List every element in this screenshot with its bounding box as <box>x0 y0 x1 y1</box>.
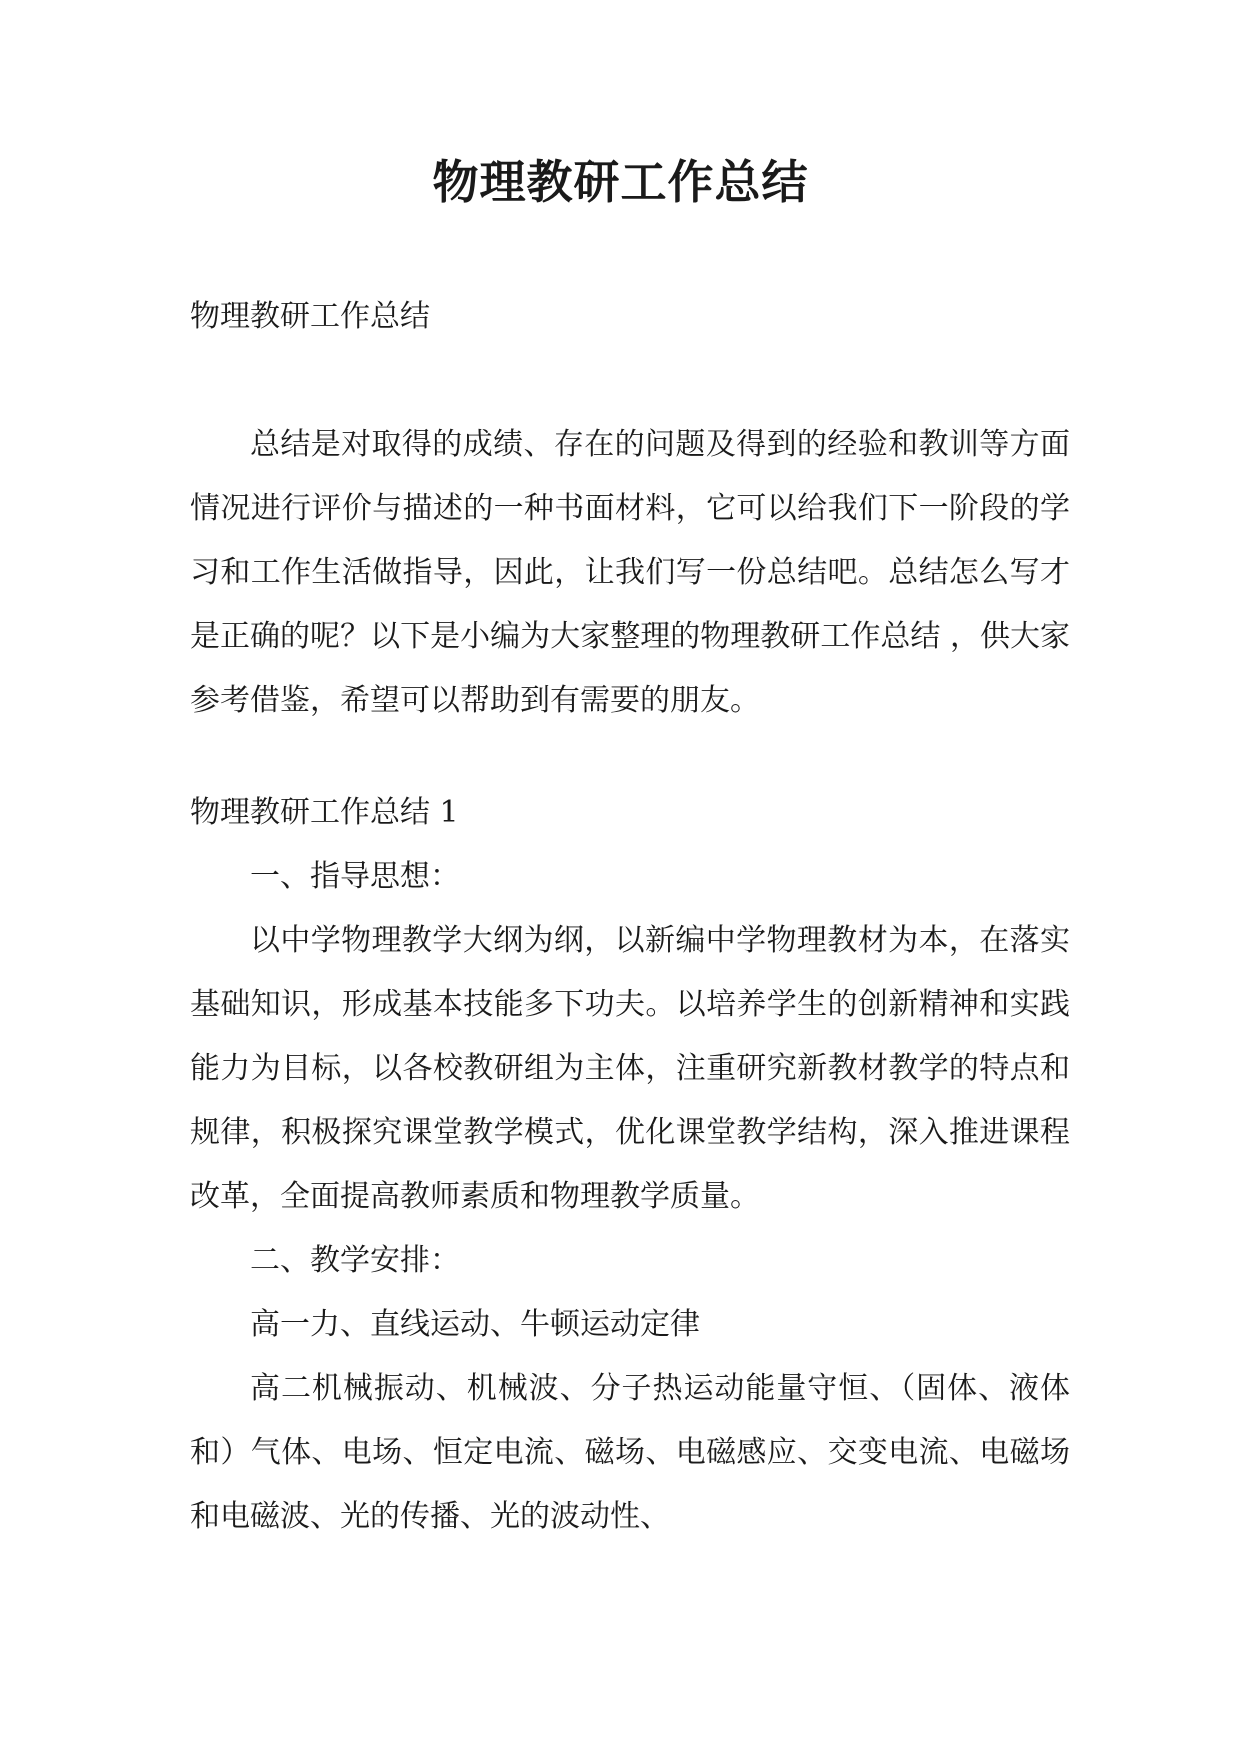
document-subtitle: 物理教研工作总结 <box>190 299 430 334</box>
grade-one-arrangement: 高一力、直线运动、牛顿运动定律 <box>250 1307 700 1342</box>
section-heading: 物理教研工作总结 1 <box>190 795 459 830</box>
document-title: 物理教研工作总结 <box>432 155 809 209</box>
spacer <box>190 349 1070 413</box>
grade-two-arrangement: 高二机械振动、机械波、分子热运动能量守恒、（固体、液体和）气体、电场、恒定电流、磁场、电磁感应、交变电流、电磁场和电磁波、光的传播、光的波动性、 <box>190 1371 1070 1534</box>
intro-paragraph: 总结是对取得的成绩、存在的问题及得到的经验和教训等方面情况进行评价与描述的一种书面材料，它可以给我们下一阶段的学习和工作生活做指导，因此，让我们写一份总结吧。总结怎么写才是正确的呢？以下是小编为大家整理的物理教研工作总结 ，供大家参考借鉴，希望可以帮助到有需要的朋友。 <box>190 427 1070 718</box>
guiding-ideology-heading: 一、指导思想： <box>250 859 460 894</box>
document-body <box>190 285 1070 1549</box>
spacer <box>190 733 1070 781</box>
teaching-arrangement-heading: 二、教学安排： <box>250 1243 460 1278</box>
guiding-ideology-paragraph: 以中学物理教学大纲为纲，以新编中学物理教材为本，在落实基础知识，形成基本技能多下功夫。以培养学生的创新精神和实践能力为目标，以各校教研组为主体，注重研究新教材教学的特点和规律，积极探究课堂教学模式，优化课堂教学结构，深入推进课程改革，全面提高教师素质和物理教学质量。 <box>190 923 1070 1214</box>
